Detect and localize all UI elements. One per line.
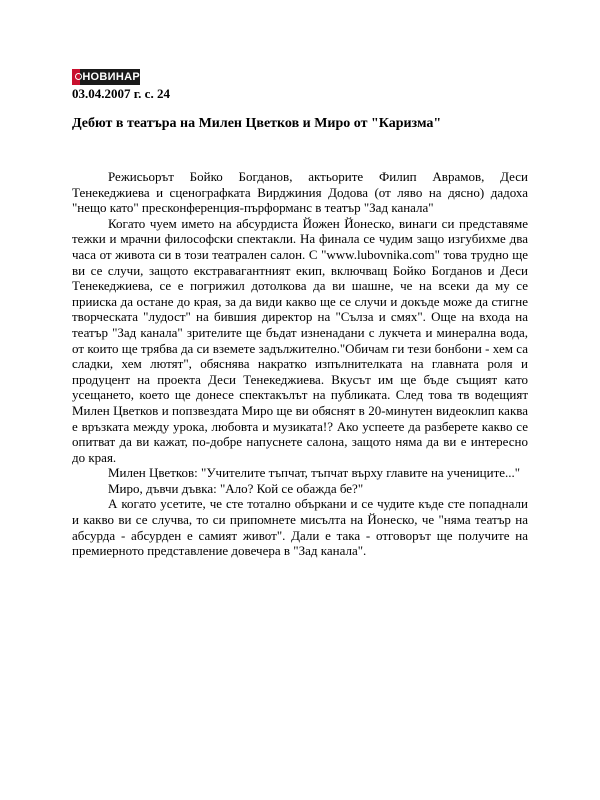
- article-paragraph: Режисьорът Бойко Богданов, актьорите Филип Аврамов, Деси Тенекеджиева и сценографката Вирджиния Додова (от ляво на дясно) дадоха "нещо като" пресконференция-пърформанс в театър "Зад канала": [72, 169, 528, 216]
- logo-text: НОВИНАР: [82, 71, 140, 83]
- logo-emblem-icon: [72, 69, 80, 85]
- article-headline: Дебют в театъра на Милен Цветков и Миро от "Каризма": [72, 116, 442, 131]
- issue-date-page: 03.04.2007 г. с. 24: [72, 86, 170, 101]
- article-paragraph: Миро, дъвчи дъвка: "Ало? Кой се обажда бе?": [108, 480, 364, 496]
- newspaper-logo: [72, 69, 140, 85]
- article-paragraph: Милен Цветков: "Учителите тъпчат, тъпчат върху главите на учениците...": [108, 465, 521, 481]
- article-paragraph: А когато усетите, че сте тотално объркани и се чудите къде сте попаднали и какво ви се случва, то си припомнете мисълта на Йонеско, че "няма театър на абсурда - абсурден е самият живот". Дали е така - отговорът ще получите на премиерното представление довечера в "Зад канала".: [72, 496, 528, 559]
- article-paragraph: Когато чуем името на абсурдиста Йожен Йонеско, винаги си представяме тежки и мрачни философски спектакли. На финала се чудим защо изгубихме два часа от живота си в този театрален салон. С "www.lubovnika.com" това трудно ще ви се случи, защото екстравагантният екип, включващ Бойко Богданов и Деси Тенекеджиева, се е погрижил дотолкова да ви шашне, че на всеки да му се прииска да остане до края, за да види какво ще се случи и докъде може да стигне творческата "лудост" на бившия директор на "Сълза и смях". Още на входа на театър "Зад канала" зрителите ще бъдат изненадани с лукчета и минерална вода, от които ще трябва да си вземете задължително."Обичам ги тези бонбони - хем са сладки, хем лютят", обяснява накратко изпълнителката на главната роля и продуцент на проекта Деси Тенекеджиева. Вкусът им ще бъде същият като усещането, което ще донесе спектакълът на публиката. След това тв водещият Милен Цветков и попзвездата Миро ще ви обяснят в 20-минутен видеоклип каква е връзката между урока, любовта и музиката!? Ако успеете да разберете какво се опитват да ви кажат, по-добре напуснете салона, защото няма да ви е интересно до края.: [72, 215, 528, 465]
- article-body: [72, 169, 528, 559]
